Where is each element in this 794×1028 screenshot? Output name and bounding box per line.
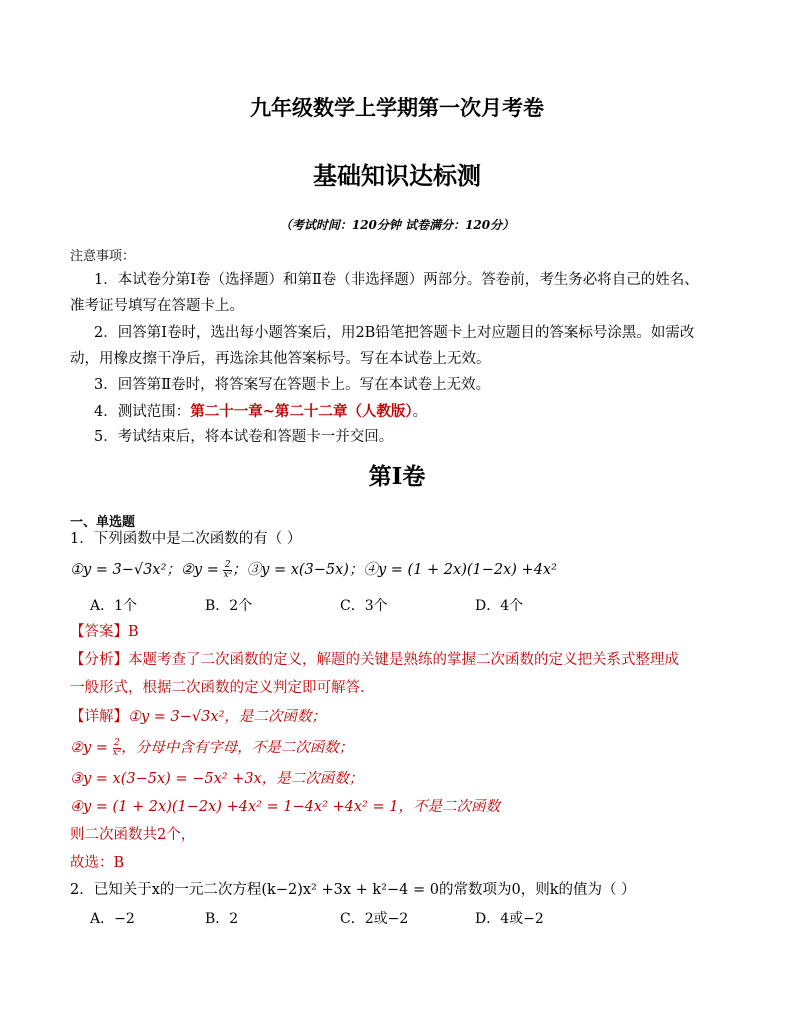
note-4-range: 第二十一章~第二十二章（人教版）	[190, 403, 413, 420]
note-4-prefix: 4．测试范围：	[94, 404, 191, 420]
q1-detail-4: ④y = (1 + 2x)(1−2x) +4x² = 1−4x² +4x² = 1，不是二次函数	[70, 799, 500, 815]
q1-option-a: A．1个	[90, 598, 138, 614]
note-4-suffix: 。	[412, 404, 428, 420]
note-2-line-1: 2．回答第Ⅰ卷时，选出每小题答案后，用2B铅笔把答题卡上对应题目的答案标号涂黑。如需改	[94, 325, 695, 341]
q2-option-b: B．2	[205, 911, 239, 927]
q2-stem: 2．已知关于x的一元二次方程(k−2)x² +3x + k²−4 = 0的常数项为0，则k的值为（ ）	[70, 882, 636, 898]
section-title: 第Ⅰ卷	[368, 463, 426, 490]
q1-function-2: ②y = $\frac{2}{\text{x²}}$ ；	[180, 559, 247, 580]
note-3: 3．回答第Ⅱ卷时，将答案写在答题卡上。写在本试卷上无效。	[94, 377, 491, 393]
q1-option-b: B．2个	[205, 598, 253, 614]
q1-summary: 则二次函数共2个，	[70, 827, 196, 843]
q1-function-3: ③y = x(3−5x)；	[246, 562, 364, 578]
note-1-line-2: 准考证号填写在答题卡上。	[70, 298, 244, 314]
part-heading: 一、单选题	[70, 515, 136, 530]
exam-subtitle: 基础知识达标测	[313, 161, 481, 190]
q1-analysis-line-2: 一般形式，根据二次函数的定义判定即可解答．	[70, 680, 375, 696]
note-1-line-1: 1．本试卷分第Ⅰ卷（选择题）和第Ⅱ卷（非选择题）两部分。答卷前，考生务必将自己的姓名、	[94, 272, 699, 288]
q2-option-c: C．2或−2	[340, 911, 409, 927]
q2-option-d: D．4或−2	[475, 911, 544, 927]
q1-option-c: C．3个	[340, 598, 388, 614]
note-5: 5．考试结束后，将本试卷和答题卡一并交回。	[94, 429, 394, 445]
q1-detail-prefix: 【详解】	[70, 709, 128, 725]
exam-title: 九年级数学上学期第一次月考卷	[250, 95, 544, 120]
q1-function-1: ①y = 3−√3x²；	[70, 562, 181, 578]
note-4	[94, 399, 427, 426]
notes-heading: 注意事项：	[70, 249, 136, 264]
q1-function-4: ④y = (1 + 2x)(1−2x) +4x²	[363, 562, 557, 578]
q1-stem: 1．下列函数中是二次函数的有（ ）	[70, 531, 302, 547]
q1-functions	[70, 558, 557, 584]
note-2-line-2: 动，用橡皮擦干净后，再选涂其他答案标号。写在本试卷上无效。	[70, 351, 491, 367]
q1-choose: 故选：B	[70, 855, 125, 871]
q1-option-d: D．4个	[475, 598, 524, 614]
q1-detail-3: ③y = x(3−5x) = −5x² +3x，是二次函数；	[70, 771, 364, 787]
q1-detail-1: 【详解】①y = 3−√3x²，是二次函数；	[70, 709, 326, 725]
q2-option-a: A．−2	[90, 911, 135, 927]
q1-analysis-line-1: 【分析】本题考查了二次函数的定义，解题的关键是熟练的掌握二次函数的定义把关系式整理成	[70, 652, 679, 668]
q1-answer: 【答案】B	[70, 624, 139, 640]
exam-info: （考试时间：120分钟 试卷满分：120分）	[279, 218, 515, 232]
q1-detail-2: ②y = $\frac{2}{\text{x²}}$ ，分母中含有字母，不是二次函数；	[70, 737, 354, 758]
